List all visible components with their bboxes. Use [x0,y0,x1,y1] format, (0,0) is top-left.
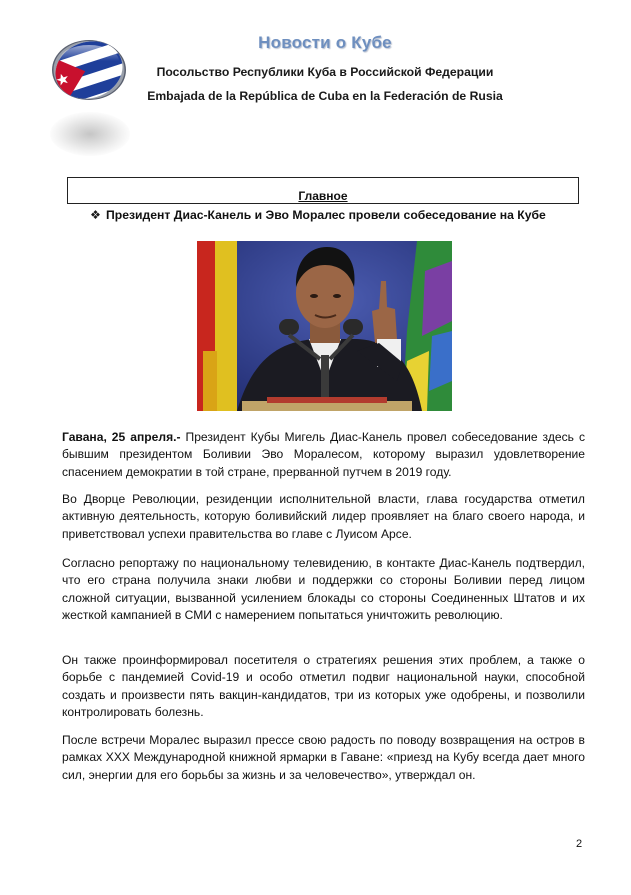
paragraph-1-text: Президент Кубы Мигель Диас-Канель провел собеседование здесь с бывшим президентом Боливии Эво Моралесом, которому выразил удовлетворение спасением демократии в той стране, прерванной путчем в 2019 году. [62,430,585,479]
article-paragraph-3: Согласно репортажу по национальному телевидению, в контакте Диас-Канель подтвердил, что его страна получила знаки любви и поддержки со стороны Боливии перед лицом сложной ситуации, вызванной усилением блокады со стороны Соединенных Штатов и их жесткой кампанией в СМИ с намерением попытаться уничтожить революцию. [62,556,585,622]
section-label: Главное [298,189,348,203]
article-headline [90,208,590,222]
dateline: Гавана, 25 апреля.- [62,430,181,444]
diamond-bullet-icon: ❖ [90,208,101,222]
section-header-box [67,177,579,204]
article-paragraph-1 [62,429,585,481]
embassy-name-spanish: Embajada de la República de Cuba en la Federación de Rusia [147,89,503,103]
article-paragraph-5: После встречи Моралес выразил прессе свою радость по поводу возвращения на остров в рамках XXX Международной книжной ярмарки в Гаване: «приезд на Кубу всегда дает много сил, энергии для его борьбы за жизнь и за человечество», утверждал он. [62,733,585,782]
article-paragraph-2: Во Дворце Революции, резиденции исполнительной власти, глава государства отметил активную деятельность, которую боливийский лидер проявляет на благо своего народа, и приветствовал успехи правительства во главе с Луисом Арсе. [62,492,585,541]
embassy-name-russian: Посольство Республики Куба в Российской Федерации [156,65,494,79]
site-title: Новости о Кубе [258,33,392,52]
article-photo [197,241,452,411]
cuba-flag-logo [51,39,127,101]
page-number: 2 [576,838,583,850]
headline-text: Президент Диас-Канель и Эво Моралес провели собеседование на Кубе [106,208,546,222]
cuba-flag-icon [51,39,127,101]
logo-reflection [50,112,130,156]
article-paragraph-4: Он также проинформировал посетителя о стратегиях решения этих проблем, а также о борьбе с пандемией Covid-19 и особо отметил подвиг национальной науки, способной создать и произвести пять вакцин-кандидатов, три из которых уже одобрены, и позволили контролировать болезнь. [62,653,585,719]
